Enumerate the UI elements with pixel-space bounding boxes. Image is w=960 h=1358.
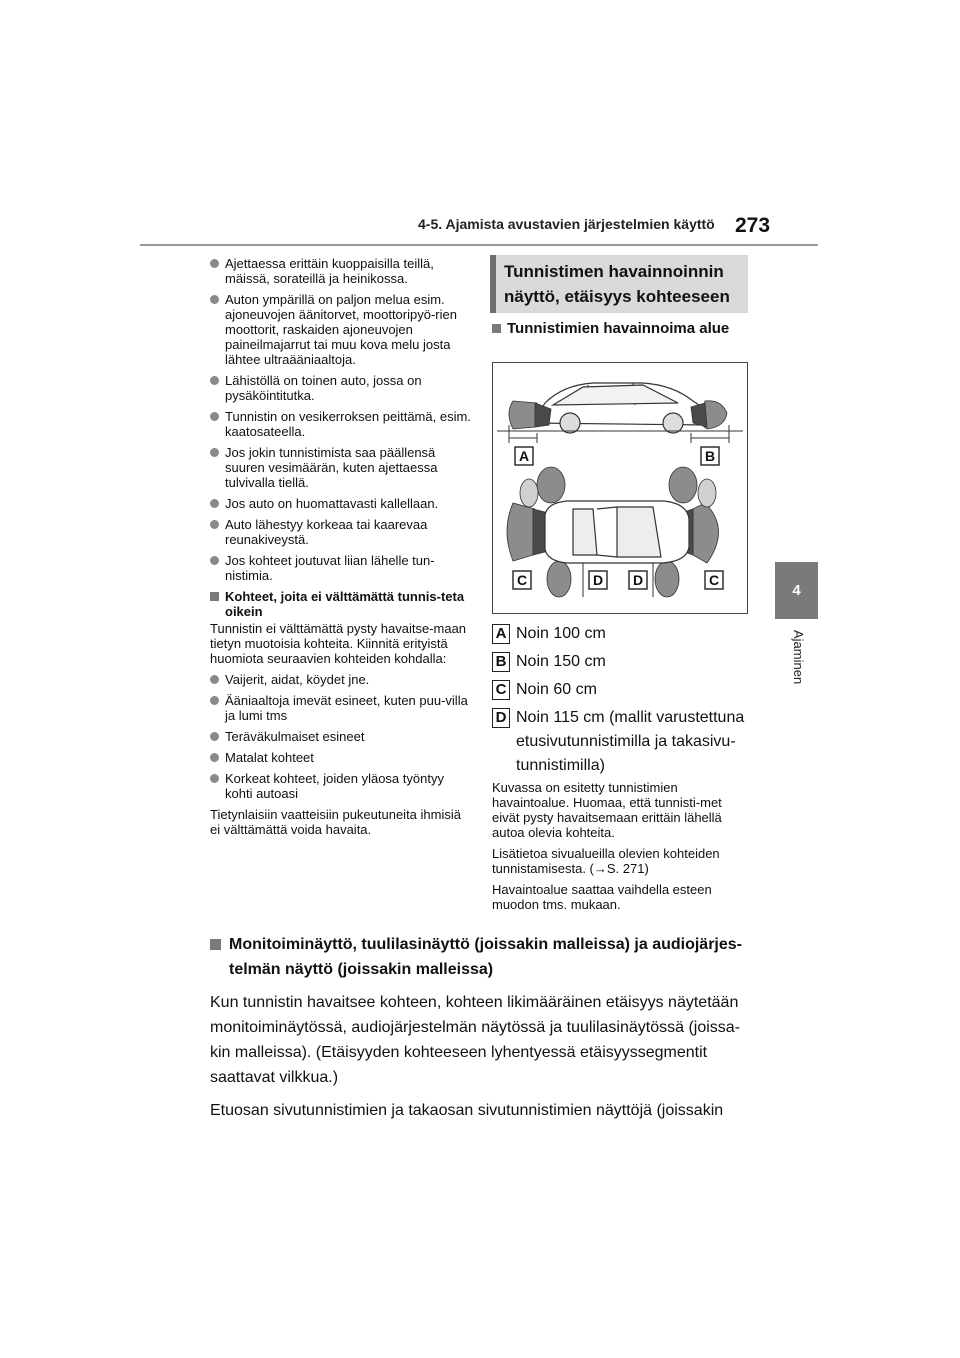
list-item: Auto lähestyy korkeaa tai kaarevaa reunakiveystä. (210, 517, 472, 547)
display-section-heading: Monitoiminäyttö, tuulilasinäyttö (joissakin malleissa) ja audiojärjes-telmän näyttö (joissakin malleissa) (210, 932, 750, 982)
note-paragraph: Kuvassa on esitetty tunnistimien havaintoalue. Huomaa, että tunnisti-met eivät pysty havaitsemaan erittäin lähellä autoa olevia kohteita. (492, 780, 722, 840)
car-sensor-illustration (493, 363, 747, 613)
page-number: 273 (735, 214, 771, 237)
chapter-label: Ajaminen (791, 630, 806, 685)
svg-text:D: D (592, 572, 604, 588)
dimension-arrows-top (509, 425, 729, 443)
bullet-icon (210, 448, 219, 457)
note-paragraph: Havaintoalue saattaa vaihdella esteen muodon tms. mukaan. (492, 882, 712, 912)
section-header-title: 4-5. Ajamista avustavien järjestelmien käyttö (418, 216, 715, 232)
svg-text:C: C (516, 572, 528, 588)
bullet-icon (210, 499, 219, 508)
label-a (515, 447, 533, 465)
list-item: Teräväkulmaiset esineet (210, 729, 472, 744)
left-column (210, 256, 472, 843)
bullet-icon (210, 376, 219, 385)
bullet-icon (210, 295, 219, 304)
display-paragraph-2: Etuosan sivutunnistimien ja takaosan sivutunnistimien näyttöjä (joissakin (210, 1102, 724, 1119)
bullet-icon (210, 732, 219, 741)
label-d-left (589, 571, 607, 589)
chapter-tab (775, 562, 818, 619)
sensor-area-diagram (492, 362, 748, 614)
diagram-notes (492, 780, 748, 918)
list-item: Ajettaessa erittäin kuoppaisilla teillä, mäissä, sorateillä ja heinikossa. (210, 256, 472, 286)
list-item: Vaijerit, aidat, köydet jne. (210, 672, 472, 687)
list-item: Jos jokin tunnistimista saa päällensä suuren vesimäärän, kuten ajettaessa tulvivalla tiellä. (210, 445, 472, 490)
subheading: Kohteet, joita ei välttämättä tunnis-teta oikein (210, 589, 472, 619)
bullet-icon (210, 412, 219, 421)
list-item: Auton ympärillä on paljon melua esim. ajoneuvojen äänitorvet, moottoripyö-rien moottorit, raskaiden ajoneuvojen paineilmajarrut tai muu kova melu josta lähtee ultraääniaaltoja. (210, 292, 472, 367)
side-view-car (533, 383, 707, 433)
chapter-number: 4 (792, 582, 801, 599)
list-item: Matalat kohteet (210, 750, 472, 765)
subheading-sensor-area: Tunnistimien havainnoima alue (492, 320, 729, 337)
legend-item-d: D Noin 115 cm (mallit varustettuna etusivutunnistimilla ja takasivu-tunnistimilla) (492, 706, 750, 778)
outro-paragraph: Tietynlaisiin vaatteisiin pukeutuneita ihmisiä ei välttämättä voida havaita. (210, 807, 461, 837)
display-paragraph-1: Kun tunnistin havaitsee kohteen, kohteen likimääräinen etäisyys näytetään monitoiminäytössä, audiojärjestelmän näytössä ja tuulilasinäytössä (joissa-kin malleissa). (Etäisyyden kohteeseen lyhentyessä etäisyyssegmentit saattavat vilkkua.) (210, 994, 741, 1086)
note-paragraph: Lisätietoa sivualueilla olevien kohteiden tunnistamisesta. (→S. 271) (492, 846, 720, 876)
bullet-icon (210, 259, 219, 268)
square-bullet-icon (492, 324, 501, 333)
svg-text:B: B (704, 448, 716, 464)
list-item: Jos auto on huomattavasti kallellaan. (210, 496, 472, 511)
label-c-left (513, 571, 531, 589)
bullet-icon (210, 556, 219, 565)
bullet-icon (210, 520, 219, 529)
svg-text:D: D (632, 572, 644, 588)
svg-text:A: A (518, 448, 530, 464)
legend-key: B (492, 652, 510, 672)
diagram-legend (492, 622, 750, 782)
square-bullet-icon (210, 592, 219, 601)
intro-paragraph: Tunnistin ei välttämättä pysty havaitse-maan tietyn muotoisia kohteita. Kiinnitä erityistä huomiota seuraavien kohteiden kohdalla: (210, 621, 467, 666)
label-d-right (629, 571, 647, 589)
list-item: Ääniaaltoja imevät esineet, kuten puu-villa ja lumi tms (210, 693, 472, 723)
header-rule (140, 244, 818, 246)
list-item: Tunnistin on vesikerroksen peittämä, esim. kaatosateella. (210, 409, 472, 439)
list-item: Lähistöllä on toinen auto, jossa on pysäköintitutka. (210, 373, 472, 403)
bullet-icon (210, 774, 219, 783)
legend-key: A (492, 624, 510, 644)
label-c-right (705, 571, 723, 589)
legend-item-a: A Noin 100 cm (492, 622, 750, 646)
label-b (701, 447, 719, 465)
bullet-icon (210, 753, 219, 762)
section-title-box: Tunnistimen havainnoinnin näyttö, etäisyys kohteeseen (490, 255, 748, 313)
legend-key: C (492, 680, 510, 700)
bullet-icon (210, 675, 219, 684)
list-item: Jos kohteet joutuvat liian lähelle tun-nistimia. (210, 553, 472, 583)
legend-item-c: C Noin 60 cm (492, 678, 750, 702)
top-view-car (545, 501, 689, 563)
display-section (210, 932, 750, 1123)
legend-item-b: B Noin 150 cm (492, 650, 750, 674)
square-bullet-icon (210, 939, 221, 950)
svg-text:C: C (708, 572, 720, 588)
list-item: Korkeat kohteet, joiden yläosa työntyy kohti autoasi (210, 771, 472, 801)
legend-key: D (492, 708, 510, 728)
bullet-icon (210, 696, 219, 705)
